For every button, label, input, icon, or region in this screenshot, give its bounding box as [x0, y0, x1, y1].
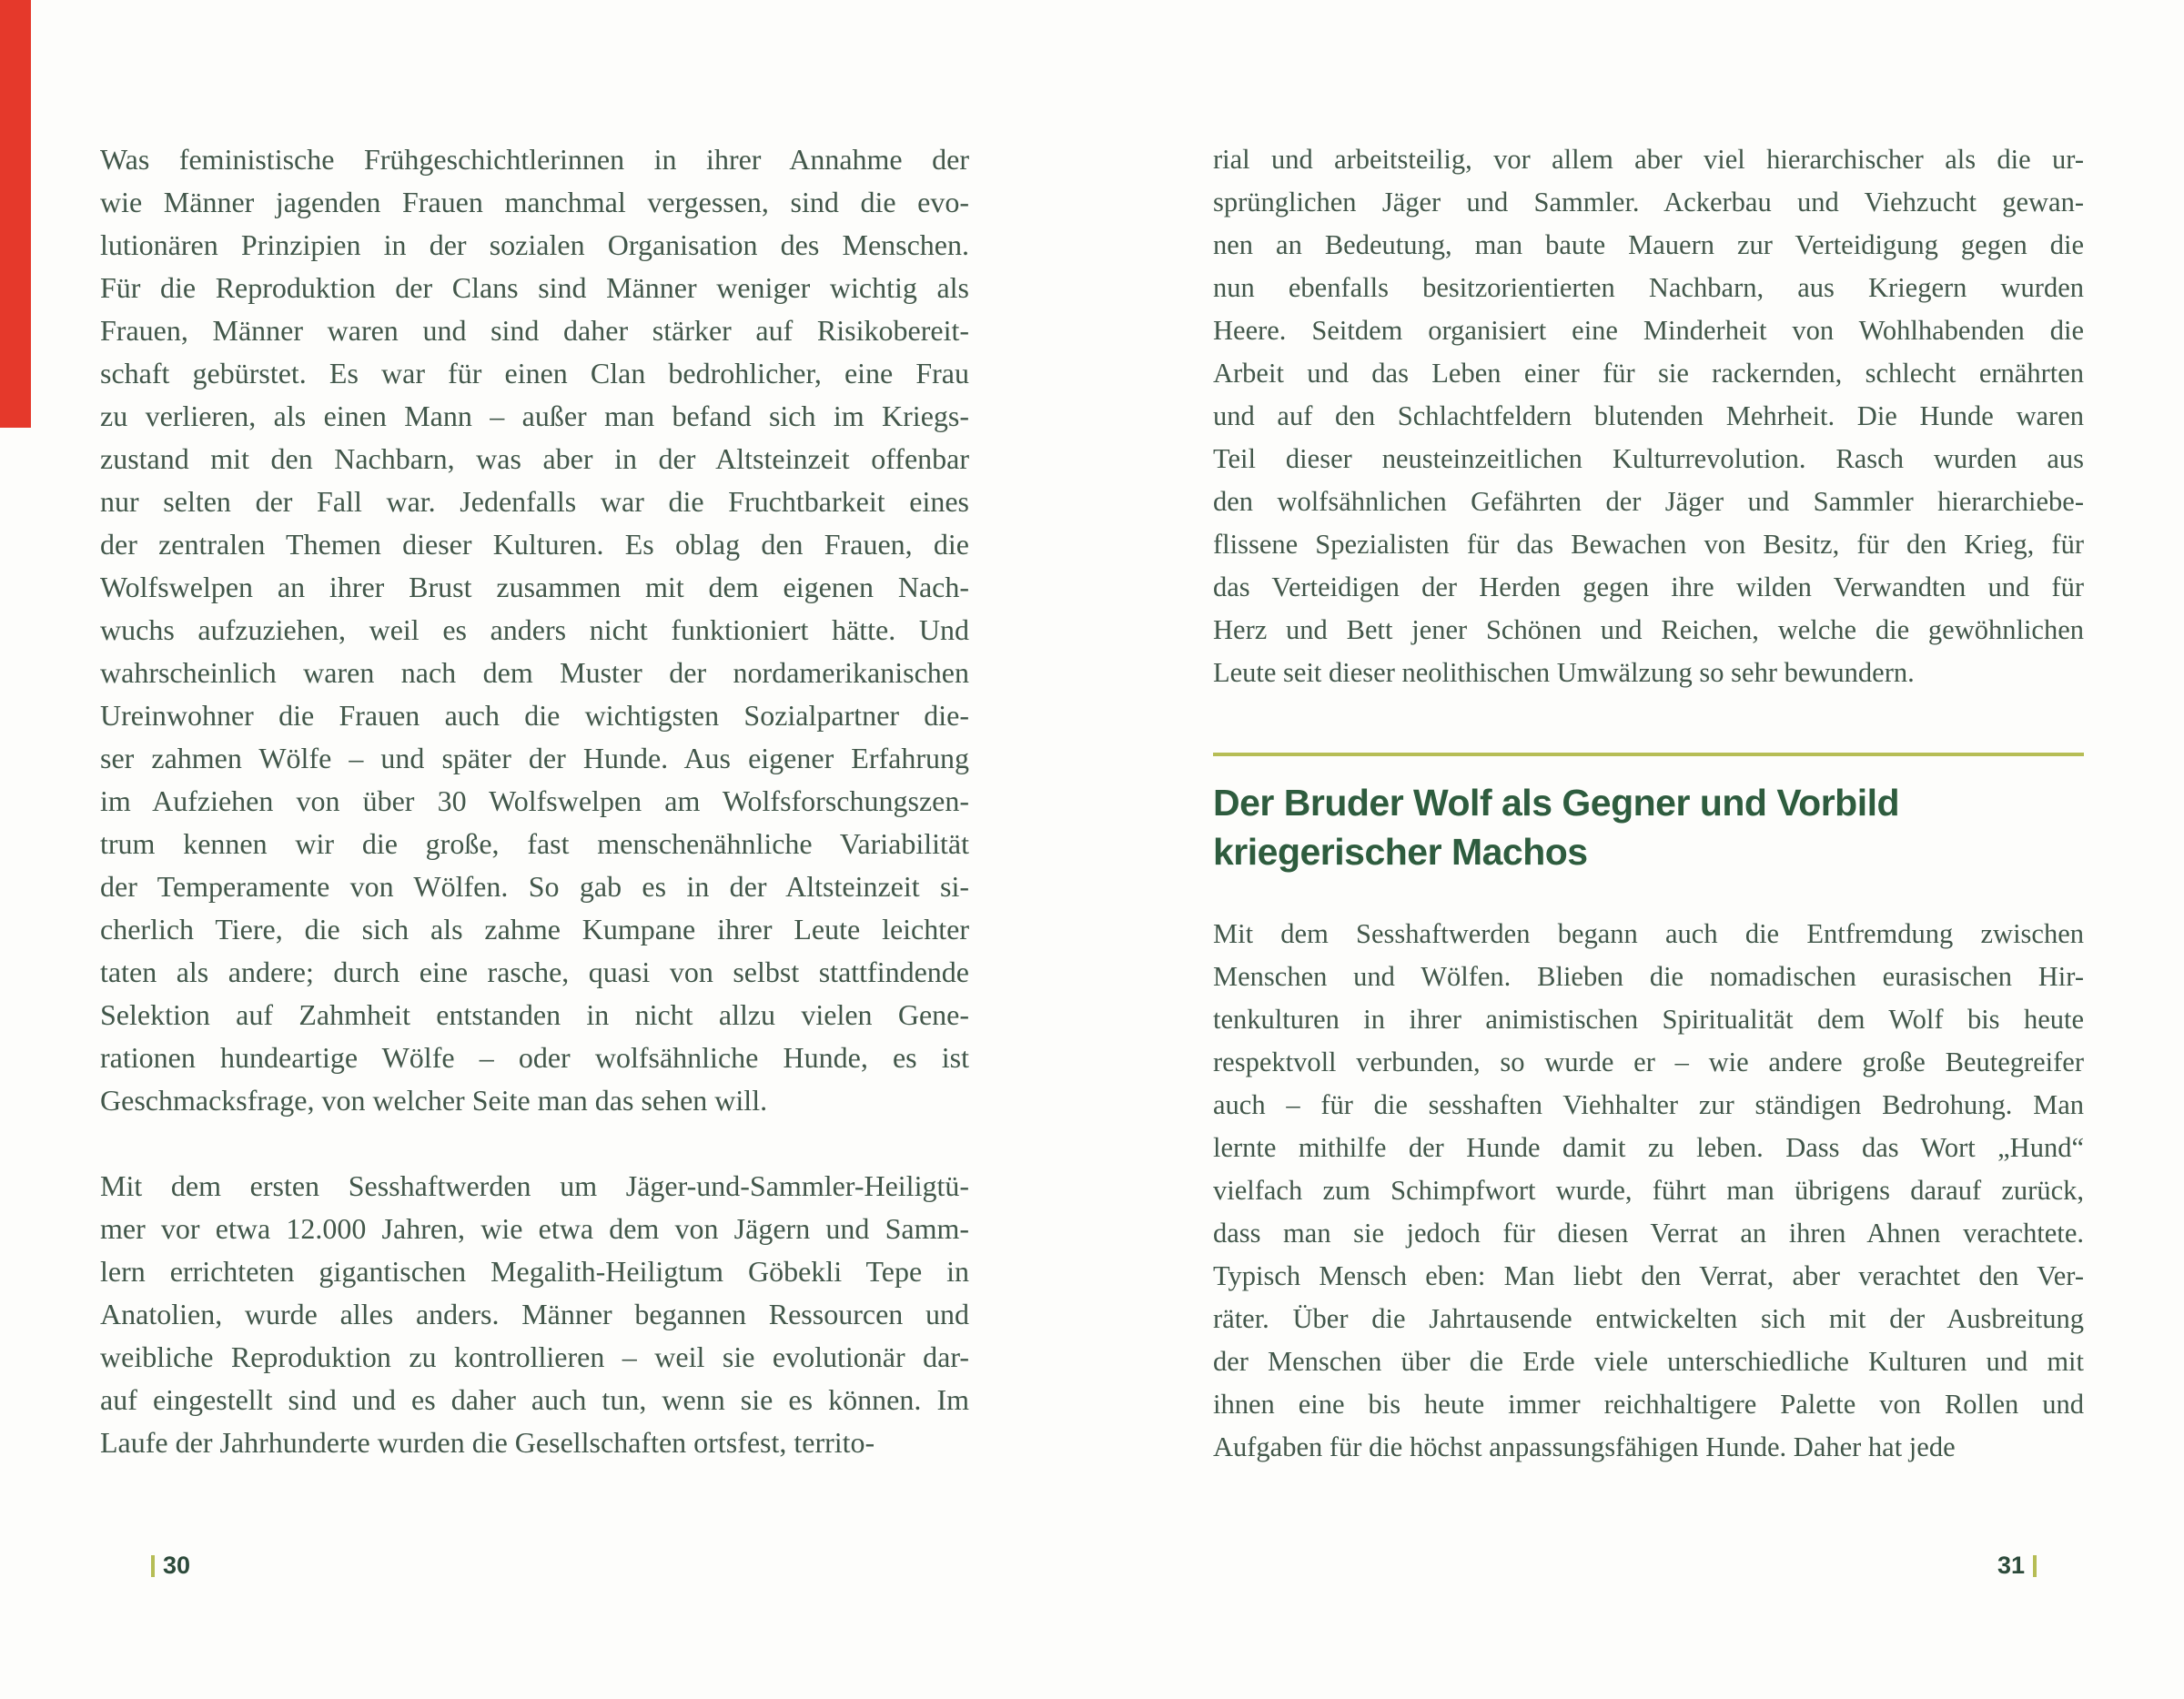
body-paragraph	[1213, 138, 2084, 694]
text-line: Geschmacksfrage, von welcher Seite man das sehen will.	[100, 1084, 768, 1117]
text-line: Menschen und Wölfen. Blieben die nomadischen eurasischen Hir-	[1213, 961, 2084, 992]
text-line: und auf den Schlachtfeldern blutenden Mehrheit. Die Hunde waren	[1213, 400, 2084, 431]
text-line: lutionären Prinzipien in der sozialen Organisation des Menschen.	[100, 228, 969, 261]
text-line: Arbeit und das Leben einer für sie rackernden, schlecht ernährten	[1213, 358, 2084, 389]
section-heading-line: kriegerischer Machos	[1213, 831, 1588, 873]
text-line: cherlich Tiere, die sich als zahme Kumpane ihrer Leute leichter	[100, 913, 969, 946]
text-line: das Verteidigen der Herden gegen ihre wilden Verwandten und für	[1213, 571, 2084, 602]
text-line: nen an Bedeutung, man baute Mauern zur Verteidigung gegen die	[1213, 229, 2084, 260]
text-line: rial und arbeitsteilig, vor allem aber viel hierarchischer als die ur-	[1213, 144, 2084, 175]
page-number-accent-bar	[151, 1555, 155, 1577]
body-paragraph	[1213, 913, 2084, 1469]
text-line: der Menschen über die Erde viele unterschiedliche Kulturen und mit	[1213, 1346, 2084, 1377]
text-line: wahrscheinlich waren nach dem Muster der nordamerikanischen	[100, 656, 969, 689]
text-line: trum kennen wir die große, fast menschenähnliche Variabilität	[100, 827, 969, 860]
text-line: Was feministische Frühgeschichtlerinnen in ihrer Annahme der	[100, 143, 969, 176]
section-rule	[1213, 753, 2084, 756]
text-line: Heere. Seitdem organisiert eine Minderheit von Wohlhabenden die	[1213, 315, 2084, 346]
text-line: Wolfswelpen an ihrer Brust zusammen mit dem eigenen Nach-	[100, 571, 969, 603]
text-line: lernte mithilfe der Hunde damit zu leben. Dass das Wort „Hund“	[1213, 1132, 2084, 1163]
left-page-text-column	[100, 138, 969, 1464]
page-number-right	[1997, 1552, 2037, 1580]
text-line: taten als andere; durch eine rasche, quasi von selbst stattfindende	[100, 956, 969, 988]
text-line: vielfach zum Schimpfwort wurde, führt man übrigens darauf zurück,	[1213, 1175, 2084, 1206]
body-paragraph	[100, 1165, 969, 1464]
text-line: Selektion auf Zahmheit entstanden in nicht allzu vielen Gene-	[100, 998, 969, 1031]
page-number-accent-bar	[2033, 1555, 2037, 1577]
section-heading	[1213, 778, 2084, 876]
text-line: Laufe der Jahrhunderte wurden die Gesellschaften ortsfest, territo-	[100, 1426, 875, 1459]
text-line: rationen hundeartige Wölfe – oder wolfsähnliche Hunde, es ist	[100, 1041, 969, 1074]
text-line: dass man sie jedoch für diesen Verrat an ihren Ahnen verachtete.	[1213, 1218, 2084, 1249]
text-line: Anatolien, wurde alles anders. Männer begannen Ressourcen und	[100, 1298, 969, 1330]
text-line: Mit dem Sesshaftwerden begann auch die Entfremdung zwischen	[1213, 918, 2084, 949]
text-line: Frauen, Männer waren und sind daher stärker auf Risikobereit-	[100, 314, 969, 347]
text-line: Leute seit dieser neolithischen Umwälzung so sehr bewundern.	[1213, 657, 1915, 688]
text-line: mer vor etwa 12.000 Jahren, wie etwa dem von Jägern und Samm-	[100, 1212, 969, 1245]
text-line: sprünglichen Jäger und Sammler. Ackerbau und Viehzucht gewan-	[1213, 187, 2084, 217]
body-paragraph	[100, 138, 969, 1122]
text-line: lern errichteten gigantischen Megalith-Heiligtum Göbekli Tepe in	[100, 1255, 969, 1288]
text-line: Typisch Mensch eben: Man liebt den Verrat, aber verachtet den Ver-	[1213, 1260, 2084, 1291]
page-number-left	[151, 1552, 190, 1580]
section-heading-line: Der Bruder Wolf als Gegner und Vorbild	[1213, 782, 1900, 824]
text-line: wuchs aufzuziehen, weil es anders nicht funktioniert hätte. Und	[100, 613, 969, 646]
text-line: Herz und Bett jener Schönen und Reichen, welche die gewöhnlichen	[1213, 614, 2084, 645]
text-line: zu verlieren, als einen Mann – außer man befand sich im Kriegs-	[100, 399, 969, 432]
text-line: der zentralen Themen dieser Kulturen. Es oblag den Frauen, die	[100, 528, 969, 561]
text-line: weibliche Reproduktion zu kontrollieren – weil sie evolutionär dar-	[100, 1340, 969, 1373]
text-line: Ureinwohner die Frauen auch die wichtigsten Sozialpartner die-	[100, 699, 969, 732]
text-line: nur selten der Fall war. Jedenfalls war die Fruchtbarkeit eines	[100, 485, 969, 518]
text-line: zustand mit den Nachbarn, was aber in der Altsteinzeit offenbar	[100, 442, 969, 475]
page-number-value: 30	[163, 1552, 191, 1579]
text-line: respektvoll verbunden, so wurde er – wie andere große Beutegreifer	[1213, 1047, 2084, 1077]
text-line: im Aufziehen von über 30 Wolfswelpen am Wolfsforschungszen-	[100, 784, 969, 817]
text-line: den wolfsähnlichen Gefährten der Jäger und Sammler hierarchiebe-	[1213, 486, 2084, 517]
text-line: flissene Spezialisten für das Bewachen von Besitz, für den Krieg, für	[1213, 529, 2084, 560]
text-line: schaft gebürstet. Es war für einen Clan bedrohlicher, eine Frau	[100, 357, 969, 389]
text-line: ihnen eine bis heute immer reichhaltigere Palette von Rollen und	[1213, 1389, 2084, 1420]
right-page-text-column	[1213, 138, 2084, 1469]
text-line: Mit dem ersten Sesshaftwerden um Jäger-und-Sammler-Heiligtü-	[100, 1169, 969, 1202]
text-line: Teil dieser neusteinzeitlichen Kulturrevolution. Rasch wurden aus	[1213, 443, 2084, 474]
text-line: tenkulturen in ihrer animistischen Spiritualität dem Wolf bis heute	[1213, 1004, 2084, 1035]
text-line: nun ebenfalls besitzorientierten Nachbarn, aus Kriegern wurden	[1213, 272, 2084, 303]
text-line: auch – für die sesshaften Viehhalter zur ständigen Bedrohung. Man	[1213, 1089, 2084, 1120]
text-line: auf eingestellt sind und es daher auch tun, wenn sie es können. Im	[100, 1383, 969, 1416]
text-line: Für die Reproduktion der Clans sind Männer weniger wichtig als	[100, 271, 969, 304]
text-line: ser zahmen Wölfe – und später der Hunde. Aus eigener Erfahrung	[100, 742, 969, 774]
text-line: wie Männer jagenden Frauen manchmal vergessen, sind die evo-	[100, 186, 969, 218]
red-spine-marker	[0, 0, 31, 428]
page-number-value: 31	[1997, 1552, 2025, 1579]
text-line: der Temperamente von Wölfen. So gab es in der Altsteinzeit si-	[100, 870, 969, 903]
text-line: räter. Über die Jahrtausende entwickelten sich mit der Ausbreitung	[1213, 1303, 2084, 1334]
text-line: Aufgaben für die höchst anpassungsfähigen Hunde. Daher hat jede	[1213, 1431, 1956, 1462]
